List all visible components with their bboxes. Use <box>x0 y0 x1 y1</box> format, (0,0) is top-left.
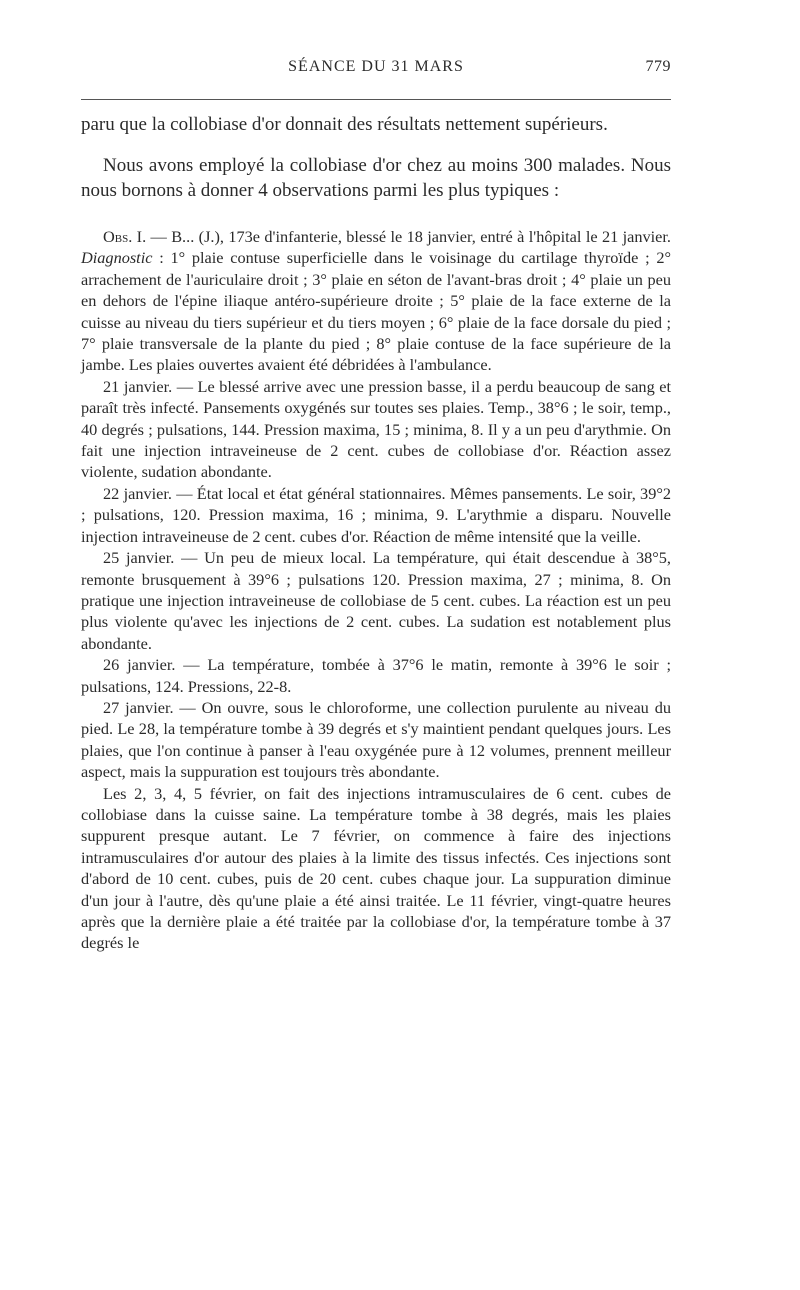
entry-fevrier: Les 2, 3, 4, 5 février, on fait des injections intramusculaires de 6 cent. cubes de collobiase dans la cuisse saine. La température tombe à 38 degrés, mais les plaies suppurent presque autant. Le 7 février, on commence à faire des injections intramusculaires d'or autour des plaies à la limite des tissus infectés. Ces injections sont d'abord de 10 cent. cubes, puis de 20 cent. cubes chaque jour. La suppuration diminue d'un jour à l'autre, dès qu'une plaie a été ainsi traitée. Le 11 février, vingt-quatre heures après que la dernière plaie a été traitée par la collobiase d'or, la température tombe à 37 degrés le <box>81 783 671 953</box>
diagnostic-text: : 1° plaie contuse superficielle dans le voisinage du cartilage thyroïde ; 2° arrachement de l'auriculaire droit ; 3° plaie en séton de l'avant-bras droit ; 4° plaie un peu en dehors de l'épine iliaque antéro-supérieure droite ; 5° plaie de la face externe de la cuisse au niveau du tiers supérieur et du tiers moyen ; 6° plaie de la face dorsale du pied ; 7° plaie transversale de la plante du pied ; 8° plaie contuse de la face supérieure de la jambe. Les plaies ouvertes avaient été débridées à l'ambulance. <box>81 248 671 375</box>
header-rule <box>81 99 671 100</box>
entry-25-janvier: 25 janvier. — Un peu de mieux local. La température, qui était descendue à 38°5, remonte brusquement à 39°6 ; pulsations 120. Pression maxima, 27 ; minima, 8. On pratique une injection intraveineuse de collobiase de 5 cent. cubes. La réaction est un peu plus violente qu'avec les injections de 2 cent. cubes. La sudation est notablement plus abondante. <box>81 548 671 653</box>
observation-opening <box>81 226 671 376</box>
entry-21-janvier: 21 janvier. — Le blessé arrive avec une pression basse, il a perdu beaucoup de sang et paraît très infecté. Pansements oxygénés sur toutes ses plaies. Temp., 38°6 ; le soir, temp., 40 degrés ; pulsations, 144. Pression maxima, 15 ; minima, 8. Il y a un peu d'arythmie. On fait une injection intraveineuse de 2 cent. cubes de collobiase d'or. Réaction assez violente, sudation abondante. <box>81 376 671 482</box>
intro-paragraph-1: paru que la collobiase d'or donnait des résultats nettement supérieurs. <box>81 114 608 135</box>
diagnostic-label: Diagnostic <box>81 248 153 268</box>
observation-opening-text: — B... (J.), 173e d'infanterie, blessé le 18 janvier, entré à l'hôpital le 21 janvier. <box>146 227 671 246</box>
body-text <box>81 112 671 954</box>
entry-22-janvier: 22 janvier. — État local et état général stationnaires. Mêmes pansements. Le soir, 39°2 ; pulsations, 120. Pression maxima, 16 ; minima, 9. L'arythmie a disparu. Nouvelle injection intraveineuse de 2 cent. cubes d'or. Réaction de même intensité que la veille. <box>81 483 671 546</box>
page <box>81 0 671 1290</box>
running-head <box>81 58 671 82</box>
observation <box>81 226 671 954</box>
page-number: 779 <box>645 58 671 75</box>
entry-27-janvier: 27 janvier. — On ouvre, sous le chloroforme, une collection purulente au niveau du pied. Le 28, la température tombe à 39 degrés et s'y maintient pendant quelques jours. Les plaies, que l'on continue à panser à l'eau oxygénée pure à 12 volumes, prennent meilleur aspect, mais la suppuration est toujours très abondante. <box>81 697 671 782</box>
intro-paragraph-2: Nous avons employé la collobiase d'or chez au moins 300 malades. Nous nous bornons à donner 4 observations parmi les plus typiques : <box>81 155 671 201</box>
observation-label: Obs. I. <box>103 227 147 246</box>
intro <box>81 112 671 203</box>
running-title: SÉANCE DU 31 MARS <box>288 58 464 75</box>
entry-26-janvier: 26 janvier. — La température, tombée à 37°6 le matin, remonte à 39°6 le soir ; pulsations, 124. Pressions, 22-8. <box>81 655 671 696</box>
